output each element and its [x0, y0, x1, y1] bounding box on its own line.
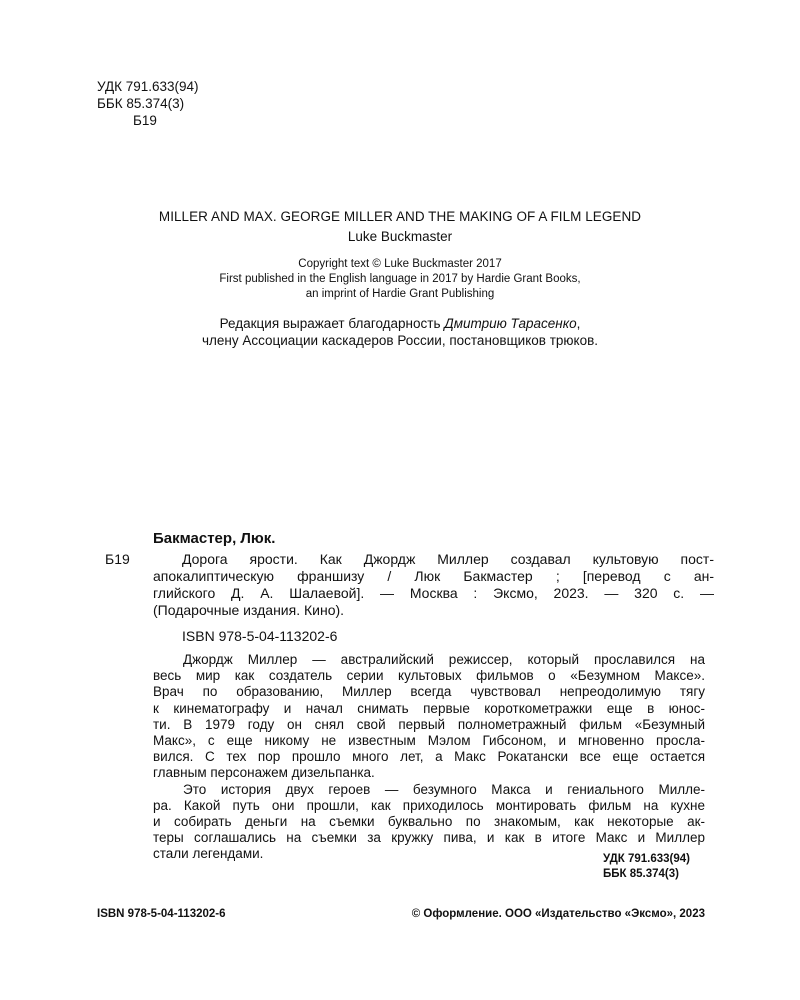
footer-copyright: © Оформление. ООО «Издательство «Эксмо», 2023 — [411, 908, 705, 920]
acknowledgement-suffix: , — [576, 316, 581, 331]
biblio-author-heading: Бакмастер, Люк. — [153, 530, 276, 547]
acknowledgement-line-1 — [0, 315, 800, 333]
annotation-line: ра. Какой путь они прошли, как приходилось монтировать фильм на кухне — [153, 797, 705, 813]
biblio-author-mark: Б19 — [105, 551, 130, 567]
annotation-line: Это история двух героев — безумного Макса и гениального Милле- — [183, 781, 705, 797]
annotation-line: главным персонажем дизельпанка. — [153, 765, 375, 781]
original-author: Luke Buckmaster — [347, 229, 453, 244]
annotation-line: Врач по образованию, Миллер всегда чувствовал непреодолимую тягу — [153, 684, 705, 700]
bbk-code-bottom: ББК 85.374(3) — [603, 868, 679, 880]
udk-code-bottom: УДК 791.633(94) — [603, 853, 690, 865]
udk-code: УДК 791.633(94) — [97, 79, 199, 94]
copyright-line-2: First published in the English language in 2017 by Hardie Grant Books, — [219, 273, 581, 285]
biblio-desc-line: Дорога ярости. Как Джордж Миллер создавал культовую пост- — [182, 551, 714, 567]
annotation — [153, 652, 705, 862]
original-title: MILLER AND MAX. GEORGE MILLER AND THE MAKING OF A FILM LEGEND — [158, 209, 642, 224]
annotation-line: Джордж Миллер — австралийский режиссер, который прославился на — [183, 652, 705, 667]
annotation-line: вился. С тех пор прошло много лет, а Макс Рокатански все еще остается — [153, 749, 705, 765]
biblio-isbn: ISBN 978-5-04-113202-6 — [182, 628, 338, 644]
biblio-desc-line: апокалиптическую франшизу / Люк Бакмастер ; [перевод с ан- — [153, 568, 714, 584]
annotation-line: Макс», с еще никому не известным Мэлом Гибсоном, и мгновенно просла- — [153, 732, 705, 748]
acknowledgement-name: Дмитрию Тарасенко — [444, 316, 577, 331]
annotation-line: и собирать деньги на съемки буквально по знакомым, как некоторые ак- — [153, 813, 705, 829]
biblio-desc-line: (Подарочные издания. Кино). — [153, 602, 345, 618]
annotation-line: стали легендами. — [153, 846, 264, 862]
bbk-code: ББК 85.374(3) — [97, 96, 185, 111]
annotation-line: к кинематографу и начал снимать первые короткометражки еще в юнос- — [153, 700, 705, 716]
copyright-line-1: Copyright text © Luke Buckmaster 2017 — [298, 258, 502, 270]
footer-isbn: ISBN 978-5-04-113202-6 — [97, 908, 226, 920]
acknowledgement-prefix: Редакция выражает благодарность — [219, 316, 445, 331]
annotation-line: ти. В 1979 году он снял свой первый полнометражный фильм «Безумный — [153, 716, 705, 732]
copyright-line-3: an imprint of Hardie Grant Publishing — [305, 288, 495, 300]
author-mark: Б19 — [133, 113, 157, 128]
annotation-line: весь мир как создатель серии культовых фильмов о «Безумном Максе». — [153, 668, 705, 684]
biblio-description — [153, 551, 714, 619]
biblio-desc-line: глийского Д. А. Шалаевой]. — Москва : Эксмо, 2023. — 320 с. — — [153, 585, 714, 601]
annotation-line: теры соглашались на съемки за кружку пива, и как в итоге Макс и Миллер — [153, 830, 705, 846]
acknowledgement-line-2: члену Ассоциации каскадеров России, постановщиков трюков. — [201, 333, 599, 348]
